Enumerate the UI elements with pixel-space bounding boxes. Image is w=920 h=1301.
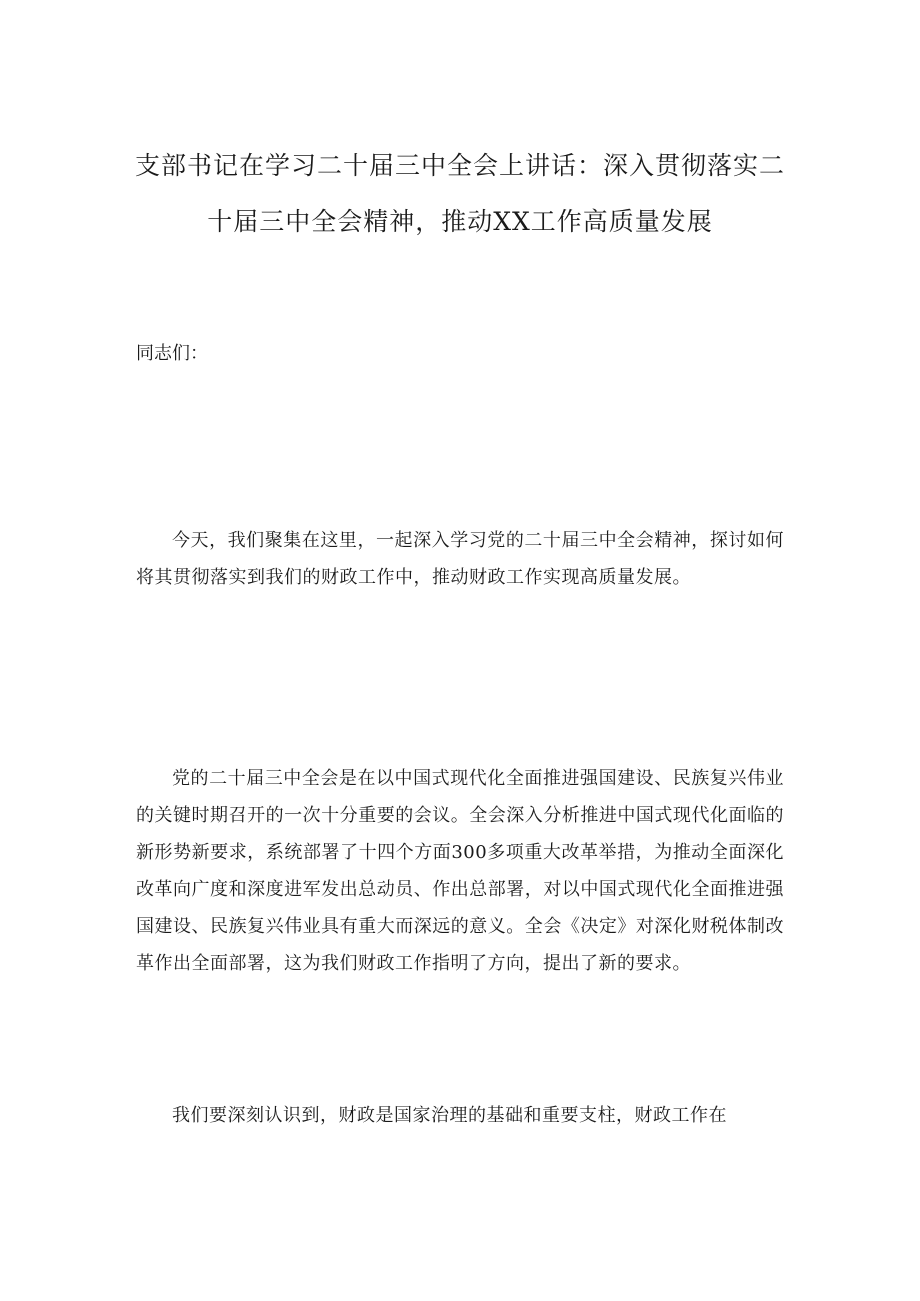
salutation: 同志们： — [136, 343, 208, 364]
document-title: 支部书记在学习二十届三中全会上讲话：深入贯彻落实二十届三中全会精神，推动XX工作高质量发展 — [134, 151, 785, 236]
paragraph-2: 党的二十届三中全会是在以中国式现代化全面推进强国建设、民族复兴伟业的关键时期召开的一次十分重要的会议。全会深入分析推进中国式现代化面临的新形势新要求，系统部署了十四个方面300多项重大改革举措，为推动全面深化改革向广度和深度进军发出总动员、作出总部署，对以中国式现代化全面推进强国建设、民族复兴伟业具有重大而深远的意义。全会《决定》对深化财税体制改革作出全面部署，这为我们财政工作指明了方向，提出了新的要求。 — [136, 768, 784, 974]
paragraph-1: 今天，我们聚集在这里，一起深入学习党的二十届三中全会精神，探讨如何将其贯彻落实到我们的财政工作中，推动财政工作实现高质量发展。 — [136, 530, 784, 588]
paragraph-3: 我们要深刻认识到，财政是国家治理的基础和重要支柱，财政工作在 — [172, 1105, 727, 1126]
